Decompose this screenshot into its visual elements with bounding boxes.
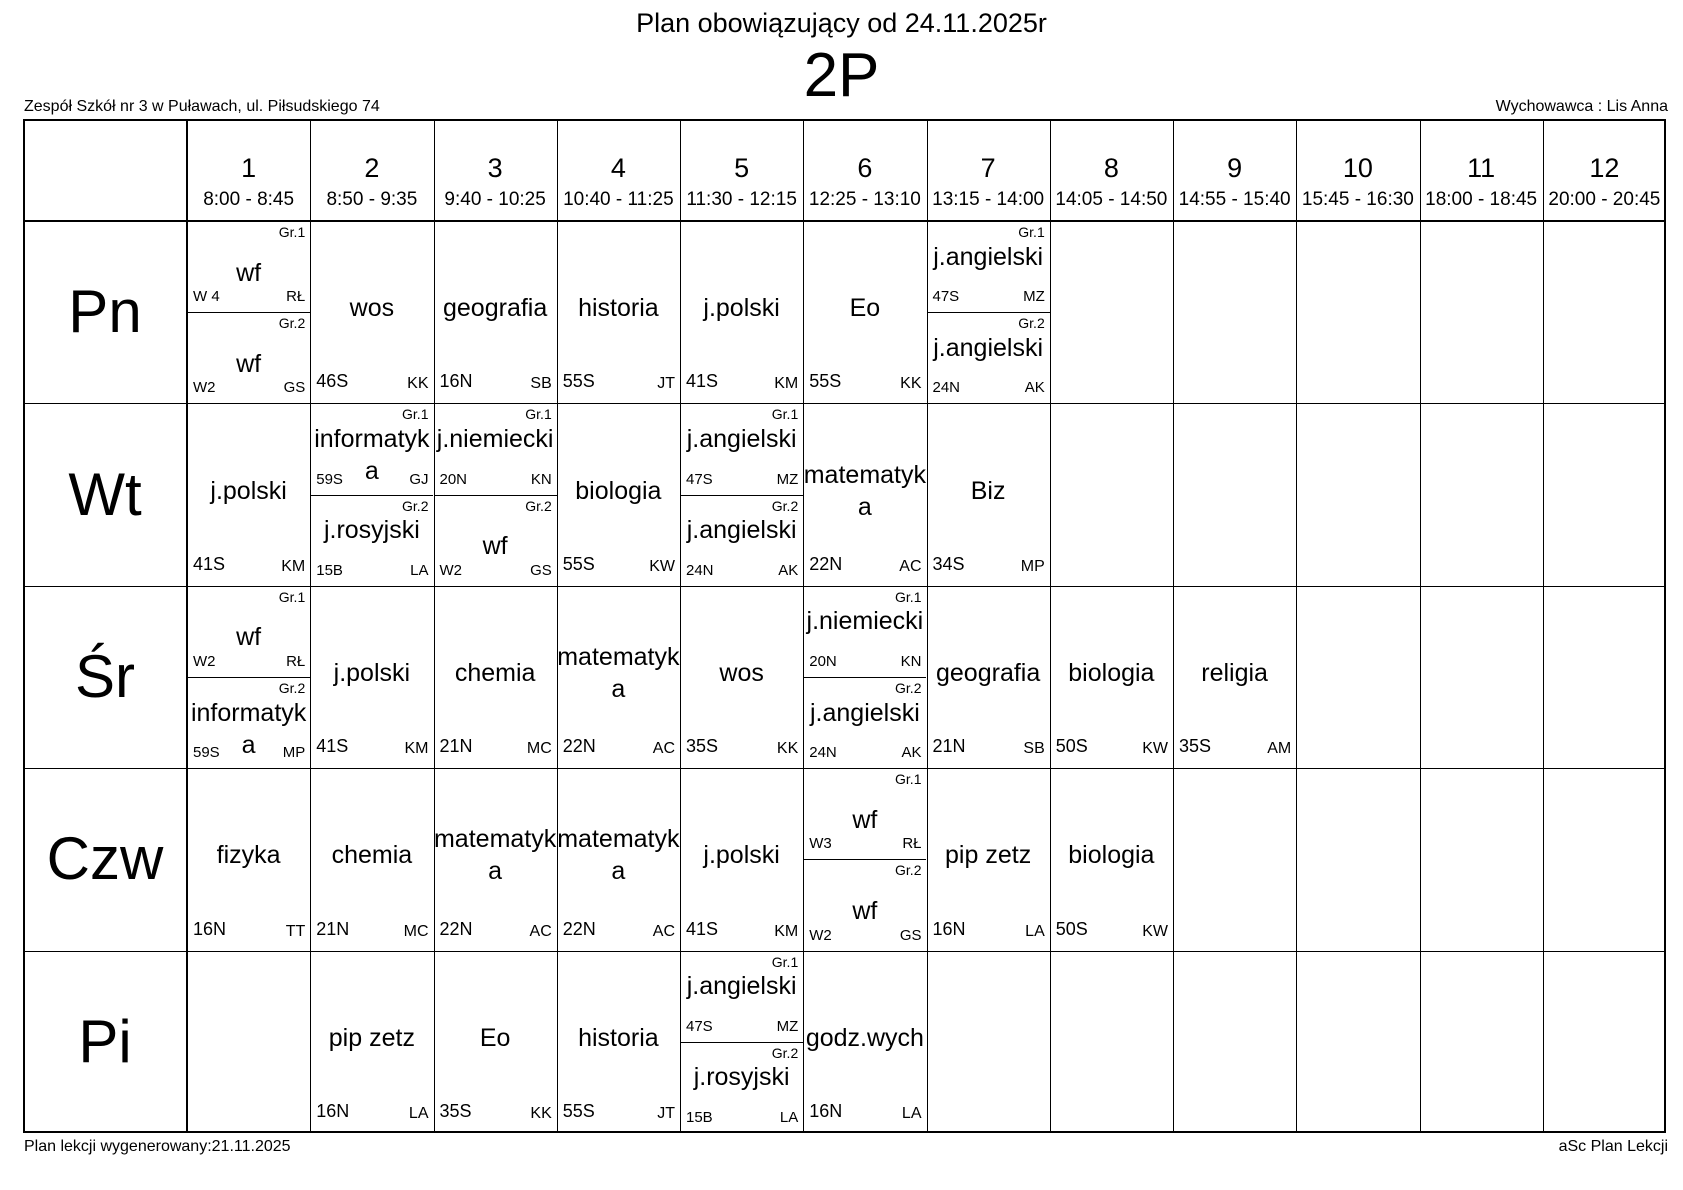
period-header — [1173, 119, 1296, 221]
lesson-room: 22N — [809, 553, 843, 574]
lesson-subject: wf — [852, 805, 878, 834]
period-time: 8:00 - 8:45 — [203, 189, 295, 210]
lesson-subject: fizyka — [216, 841, 281, 870]
lesson-teacher: KW — [1142, 922, 1168, 940]
period-number: 1 — [241, 153, 257, 183]
lesson-group: Gr.2 — [1018, 315, 1045, 332]
lesson-subject: historia — [578, 1023, 659, 1052]
period-header — [1296, 119, 1419, 221]
day-label: Pi — [78, 1007, 132, 1075]
lesson-teacher: TT — [285, 922, 306, 940]
lesson-room: 20N — [439, 470, 468, 488]
lesson-room: 16N — [932, 918, 966, 939]
lesson-subject: j.polski — [333, 658, 411, 687]
lesson-subject: wf — [852, 896, 878, 925]
lesson-subject: j.niemiecki — [436, 424, 554, 453]
lesson-subject: informatyka — [314, 424, 430, 485]
lesson-subject: godz.wych — [805, 1023, 924, 1052]
period-header — [1420, 119, 1543, 221]
lesson-teacher: KK — [900, 375, 922, 393]
lesson-group: Gr.2 — [402, 497, 429, 514]
lesson-subject: chemia — [331, 841, 413, 870]
lesson-subject: j.angielski — [933, 242, 1044, 271]
lesson-subject: geografia — [936, 658, 1041, 687]
lesson-cell[interactable] — [680, 586, 803, 768]
lesson-room: 24N — [686, 561, 714, 579]
lesson-teacher: AK — [1024, 379, 1045, 397]
lesson-cell[interactable] — [680, 768, 803, 950]
period-number: 3 — [487, 153, 503, 183]
lesson-teacher: AM — [1267, 740, 1292, 758]
lesson-subject: geografia — [443, 294, 548, 323]
day-label: Pn — [68, 278, 142, 346]
lesson-subject: biologia — [1068, 658, 1155, 687]
lesson-cell[interactable] — [310, 221, 433, 403]
period-header — [1543, 119, 1666, 221]
lesson-teacher: KK — [776, 740, 799, 758]
grid-border-left — [23, 119, 25, 1133]
lesson-cell[interactable] — [1050, 768, 1173, 950]
lesson-teacher: LA — [1025, 922, 1045, 940]
timetable-grid — [23, 119, 1666, 1133]
lesson-cell[interactable] — [927, 403, 1050, 585]
lesson-subject: wf — [236, 623, 262, 652]
period-number: 5 — [734, 153, 750, 183]
period-header — [927, 119, 1050, 221]
period-time: 10:40 - 11:25 — [563, 189, 674, 210]
period-number: 8 — [1103, 153, 1119, 183]
software-brand: aSc Plan Lekcji — [1558, 1138, 1668, 1155]
lesson-cell[interactable] — [927, 768, 1050, 950]
lesson-subject: matematyka — [803, 460, 926, 521]
lesson-subject: biologia — [1068, 841, 1155, 870]
lesson-teacher: MZ — [776, 1017, 799, 1035]
lesson-room: W2 — [439, 561, 462, 579]
lesson-teacher: KK — [407, 375, 429, 393]
lesson-teacher: GS — [899, 926, 922, 944]
lesson-teacher: JT — [657, 375, 675, 393]
lesson-teacher: MP — [1020, 557, 1045, 575]
period-header — [680, 119, 803, 221]
lesson-group: Gr.1 — [1018, 224, 1045, 240]
lesson-room: 21N — [932, 736, 966, 757]
period-time: 15:45 - 16:30 — [1301, 189, 1414, 210]
lesson-room: 47S — [686, 470, 713, 488]
lesson-subject: j.angielski — [933, 333, 1044, 362]
period-time: 18:00 - 18:45 — [1425, 189, 1538, 210]
lesson-room: W2 — [193, 652, 216, 670]
lesson-cell[interactable] — [1050, 586, 1173, 768]
lesson-teacher: KM — [404, 740, 429, 758]
lesson-subject: j.angielski — [686, 516, 797, 545]
lesson-subject: informatyka — [190, 698, 307, 759]
lesson-teacher: AC — [652, 740, 675, 758]
lesson-cell[interactable] — [557, 221, 680, 403]
lesson-room: 41S — [686, 371, 719, 392]
lesson-cell[interactable] — [557, 403, 680, 585]
lesson-subject: pip zetz — [945, 841, 1032, 870]
lesson-cell[interactable] — [434, 221, 557, 403]
lesson-subject: chemia — [454, 658, 536, 687]
lesson-room: 16N — [809, 1100, 843, 1121]
lesson-room: 50S — [1055, 918, 1088, 939]
lesson-subject: j.polski — [703, 841, 780, 870]
lesson-cell[interactable] — [680, 1042, 803, 1133]
period-time: 9:40 - 10:25 — [444, 189, 546, 210]
lesson-subject: j.angielski — [809, 698, 920, 727]
lesson-teacher: SB — [530, 375, 552, 393]
lesson-room: 15B — [686, 1108, 713, 1126]
lesson-cell[interactable] — [680, 403, 803, 494]
lesson-cell[interactable] — [310, 586, 433, 768]
lesson-cell[interactable] — [680, 951, 803, 1042]
period-time: 12:25 - 13:10 — [808, 189, 921, 210]
lesson-cell[interactable] — [680, 221, 803, 403]
lesson-group: Gr.2 — [771, 497, 799, 514]
lesson-teacher: KM — [281, 557, 306, 575]
lesson-room: 35S — [686, 736, 719, 757]
lesson-cell[interactable] — [803, 859, 926, 950]
lesson-room: 16N — [193, 918, 227, 939]
lesson-group: Gr.1 — [278, 588, 306, 605]
lesson-group: Gr.2 — [895, 862, 922, 879]
lesson-subject: Eo — [849, 294, 881, 323]
lesson-room: 22N — [562, 736, 596, 757]
lesson-cell[interactable] — [1173, 586, 1296, 768]
lesson-cell[interactable] — [557, 951, 680, 1133]
lesson-group: Gr.1 — [525, 406, 552, 423]
lesson-room: 47S — [932, 288, 960, 306]
lesson-room: 46S — [316, 371, 349, 392]
lesson-subject: biologia — [575, 476, 662, 505]
lesson-cell[interactable] — [557, 768, 680, 950]
lesson-cell[interactable] — [927, 586, 1050, 768]
lesson-cell[interactable] — [310, 768, 433, 950]
lesson-room: 24N — [809, 744, 837, 762]
lesson-group: Gr.1 — [771, 406, 799, 423]
lesson-group: Gr.2 — [278, 680, 306, 696]
lesson-cell[interactable] — [680, 495, 803, 586]
lesson-room: 15B — [316, 561, 343, 579]
period-time: 8:50 - 9:35 — [326, 189, 418, 210]
lesson-teacher: AK — [778, 561, 799, 579]
period-time: 13:15 - 14:00 — [932, 189, 1045, 210]
lesson-subject: wos — [719, 658, 764, 687]
lesson-teacher: LA — [410, 561, 429, 579]
lesson-room: 21N — [439, 736, 473, 757]
lesson-group: Gr.2 — [278, 315, 306, 332]
lesson-teacher: KW — [1142, 740, 1168, 758]
lesson-cell[interactable] — [187, 768, 310, 950]
period-number: 9 — [1227, 153, 1243, 183]
lesson-room: 47S — [686, 1017, 713, 1035]
lesson-cell[interactable] — [434, 586, 557, 768]
lesson-room: 59S — [193, 744, 220, 762]
lesson-room: 50S — [1055, 736, 1088, 757]
lesson-room: 41S — [193, 553, 226, 574]
period-header — [187, 119, 310, 221]
lesson-group: Gr.2 — [895, 680, 922, 696]
lesson-teacher: MP — [282, 744, 306, 762]
lesson-room: 55S — [809, 371, 842, 392]
lesson-room: W2 — [809, 926, 832, 944]
lesson-group: Gr.1 — [278, 224, 306, 240]
lesson-cell[interactable] — [187, 312, 310, 403]
lesson-cell[interactable] — [187, 586, 310, 677]
lesson-room: 34S — [932, 553, 965, 574]
period-number: 4 — [610, 153, 626, 183]
lesson-room: 55S — [562, 371, 595, 392]
lesson-subject: religia — [1201, 658, 1268, 687]
lesson-teacher: KN — [530, 470, 552, 488]
period-number: 2 — [364, 153, 380, 183]
lesson-teacher: JT — [657, 1104, 675, 1122]
lesson-room: 41S — [316, 736, 349, 757]
lesson-subject: j.polski — [210, 476, 287, 505]
form-teacher: Wychowawca : Lis Anna — [1495, 98, 1668, 115]
lesson-teacher: AC — [529, 922, 552, 940]
lesson-cell[interactable] — [803, 586, 926, 677]
lesson-group: Gr.2 — [771, 1044, 799, 1061]
lesson-teacher: AC — [899, 557, 922, 575]
lesson-teacher: AK — [901, 744, 922, 762]
lesson-subject: matematyka — [557, 825, 680, 886]
lesson-cell[interactable] — [557, 586, 680, 768]
lesson-group: Gr.1 — [895, 588, 922, 605]
lesson-room: 21N — [316, 918, 350, 939]
period-header — [310, 119, 433, 221]
period-header — [557, 119, 680, 221]
period-time: 20:00 - 20:45 — [1548, 189, 1661, 210]
lesson-teacher: LA — [901, 1104, 922, 1122]
lesson-subject: wf — [236, 258, 262, 287]
lesson-teacher: RŁ — [902, 835, 922, 853]
period-number: 10 — [1342, 153, 1373, 183]
lesson-room: 59S — [316, 470, 343, 488]
lesson-teacher: MZ — [1023, 288, 1045, 306]
lesson-room: 35S — [1179, 736, 1212, 757]
lesson-cell[interactable] — [187, 403, 310, 585]
lesson-cell[interactable] — [927, 312, 1050, 403]
lesson-cell[interactable] — [434, 495, 557, 586]
lesson-subject: j.angielski — [686, 424, 797, 453]
lesson-subject: Eo — [479, 1023, 511, 1052]
lesson-teacher: SB — [1023, 740, 1045, 758]
period-number: 11 — [1467, 153, 1496, 183]
lesson-group: Gr.1 — [771, 953, 799, 970]
period-column-line — [1420, 119, 1421, 1133]
lesson-teacher: LA — [408, 1104, 429, 1122]
lesson-subject: wos — [349, 294, 395, 323]
lesson-teacher: KN — [900, 652, 922, 670]
day-label: Wt — [68, 460, 142, 528]
lesson-group: Gr.1 — [895, 771, 922, 788]
lesson-cell[interactable] — [187, 677, 310, 768]
lesson-teacher: AC — [652, 922, 675, 940]
lesson-room: 55S — [562, 553, 595, 574]
lesson-cell[interactable] — [803, 221, 926, 403]
period-header — [803, 119, 926, 221]
lesson-cell[interactable] — [803, 403, 926, 585]
lesson-room: 22N — [439, 918, 473, 939]
lesson-cell[interactable] — [434, 768, 557, 950]
lesson-subject: j.rosyjski — [693, 1063, 790, 1092]
period-time: 14:05 - 14:50 — [1055, 189, 1168, 210]
lesson-cell[interactable] — [434, 403, 557, 494]
period-header — [1050, 119, 1173, 221]
lesson-subject: Biz — [970, 476, 1006, 505]
lesson-teacher: RŁ — [286, 288, 306, 306]
lesson-cell[interactable] — [187, 221, 310, 312]
lesson-subject: j.niemiecki — [806, 607, 924, 636]
lesson-room: 20N — [809, 652, 837, 670]
grid-border-right — [1664, 119, 1666, 1133]
lesson-teacher: MC — [403, 922, 429, 940]
lesson-room: 41S — [686, 918, 719, 939]
lesson-group: Gr.1 — [402, 406, 429, 423]
lesson-subject: wf — [482, 532, 508, 561]
lesson-room: 24N — [932, 379, 961, 397]
lesson-cell[interactable] — [927, 221, 1050, 312]
lesson-group: Gr.2 — [525, 497, 552, 514]
lesson-cell[interactable] — [434, 951, 557, 1133]
lesson-room: 22N — [562, 918, 596, 939]
day-label: Czw — [46, 825, 164, 893]
plan-title: Plan obowiązujący od 24.11.2025r — [636, 8, 1047, 38]
lesson-room: 16N — [316, 1100, 350, 1121]
lesson-room: W2 — [193, 379, 216, 397]
lesson-teacher: RŁ — [286, 652, 306, 670]
lesson-room: W 4 — [193, 288, 220, 306]
period-number: 6 — [857, 153, 873, 183]
lesson-cell[interactable] — [310, 951, 433, 1133]
lesson-teacher: MZ — [776, 470, 799, 488]
lesson-cell[interactable] — [803, 677, 926, 768]
lesson-subject: historia — [578, 294, 659, 323]
lesson-room: 16N — [439, 371, 473, 392]
lesson-room: 55S — [562, 1100, 595, 1121]
generated-date: Plan lekcji wygenerowany:21.11.2025 — [24, 1138, 291, 1155]
period-time: 11:30 - 12:15 — [686, 189, 797, 210]
lesson-cell[interactable] — [310, 495, 433, 586]
lesson-teacher: GS — [530, 561, 552, 579]
lesson-subject: j.rosyjski — [323, 516, 420, 545]
lesson-subject: j.polski — [703, 294, 780, 323]
period-number: 7 — [980, 153, 996, 183]
lesson-teacher: KW — [649, 557, 675, 575]
lesson-teacher: LA — [779, 1108, 799, 1126]
lesson-cell[interactable] — [803, 768, 926, 859]
period-time: 14:55 - 15:40 — [1178, 189, 1291, 210]
lesson-teacher: KM — [774, 922, 799, 940]
lesson-subject: pip zetz — [328, 1023, 415, 1052]
day-label: Śr — [75, 643, 135, 710]
period-header — [434, 119, 557, 221]
period-number: 12 — [1589, 153, 1620, 183]
lesson-subject: matematyka — [557, 642, 680, 703]
lesson-teacher: KM — [774, 375, 799, 393]
lesson-teacher: MC — [526, 740, 552, 758]
lesson-subject: matematyka — [433, 825, 557, 886]
lesson-subject: wf — [236, 349, 262, 378]
lesson-cell[interactable] — [310, 403, 433, 494]
school-name: Zespół Szkół nr 3 w Puławach, ul. Piłsudskiego 74 — [24, 98, 380, 115]
lesson-teacher: GS — [283, 379, 306, 397]
lesson-room: 35S — [439, 1100, 472, 1121]
lesson-room: W3 — [809, 835, 832, 853]
period-column-line — [1543, 119, 1544, 1133]
lesson-subject: j.angielski — [686, 972, 797, 1001]
lesson-teacher: KK — [530, 1104, 552, 1122]
lesson-cell[interactable] — [803, 951, 926, 1133]
lesson-teacher: GJ — [409, 470, 429, 488]
class-name: 2P — [803, 41, 880, 110]
